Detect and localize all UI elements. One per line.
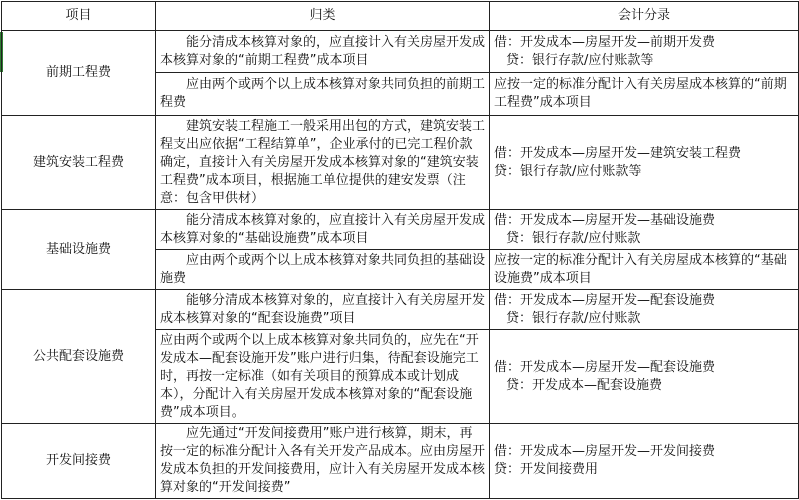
entry-debit: 借：开发成本—房屋开发—配套设施费 bbox=[494, 359, 716, 375]
header-category: 归类 bbox=[156, 2, 490, 31]
entry-credit: 贷：开发间接费用 bbox=[494, 462, 599, 477]
entry-debit: 借：开发成本—房屋开发—建筑安装工程费 bbox=[494, 145, 742, 161]
table-row bbox=[2, 290, 799, 330]
category-cell: 能够分清成本核算对象的，应直接计入有关房屋开发成本核算对象的“配套设施费”项目 bbox=[156, 290, 490, 330]
entry-debit: 借：开发成本—房屋开发—开发间接费 bbox=[494, 444, 716, 459]
entry-debit: 借：开发成本—房屋开发—前期开发费 bbox=[494, 34, 716, 50]
entry-cell: 应按一定的标准分配计入有关房屋成本核算的“前期工程费”成本项目 bbox=[490, 73, 799, 116]
category-cell: 建筑安装工程施工一般采用出包的方式，建筑安装工程支出应依据“工程结算单”，企业承付的已完工程价款确定，直接计入有关房屋开发成本核算对象的“建筑安装工程费”成本项目，根据施工单位提供的建安发票（注意：包含甲供材） bbox=[156, 116, 490, 210]
header-item: 项目 bbox=[2, 2, 156, 31]
header-entry: 会计分录 bbox=[490, 2, 799, 31]
entry-cell bbox=[490, 116, 799, 210]
category-cell: 应先通过“开发间接费用”账户进行核算，期末，再按一定的标准分配计入各有关开发产品成本。应由房屋开发成本负担的开发间接费用，应计入有关房屋开发成本核算对象的“开发间接费” bbox=[156, 424, 490, 499]
accounting-table bbox=[1, 1, 799, 499]
item-cell: 前期工程费 bbox=[2, 31, 156, 116]
item-cell: 基础设施费 bbox=[2, 210, 156, 290]
table-row bbox=[2, 116, 799, 210]
entry-cell bbox=[490, 424, 799, 499]
item-cell: 开发间接费 bbox=[2, 424, 156, 499]
item-cell: 公共配套设施费 bbox=[2, 290, 156, 424]
entry-debit: 借：开发成本—房屋开发—配套设施费 bbox=[494, 292, 716, 308]
category-cell: 应由两个或两个以上成本核算对象共同负担的基础设施费 bbox=[156, 250, 490, 290]
category-cell: 能分清成本核算对象的，应直接计入有关房屋开发成本核算对象的“基础设施费”成本项目 bbox=[156, 210, 490, 250]
item-cell: 建筑安装工程费 bbox=[2, 116, 156, 210]
entry-cell: 应按一定的标准分配计入有关房屋成本核算的“基础设施费”成本项目 bbox=[490, 250, 799, 290]
entry-debit: 借：开发成本—房屋开发—基础设施费 bbox=[494, 212, 716, 228]
category-cell: 能分清成本核算对象的，应直接计入有关房屋开发成本核算对象的“前期工程费”成本项目 bbox=[156, 31, 490, 73]
entry-cell bbox=[490, 210, 799, 250]
entry-credit: 贷：银行存款/应付账款 bbox=[506, 310, 641, 326]
category-cell: 应由两个或两个以上成本核算对象共同负的，应先在“开发成本—配套设施开发”账户进行归集，待配套设施完工时，再按一定标准（如有关项目的预算成本或计划成本），分配计入有关房屋开发成本核算对象的“配套设施费”成本项目。 bbox=[156, 330, 490, 424]
table-row bbox=[2, 424, 799, 499]
entry-credit: 贷：开发成本—配套设施费 bbox=[506, 377, 663, 393]
table-row bbox=[2, 210, 799, 250]
header-row bbox=[2, 2, 799, 31]
entry-credit: 贷：银行存款/应付账款等 bbox=[494, 163, 642, 179]
category-cell: 应由两个或两个以上成本核算对象共同负担的前期工程费 bbox=[156, 73, 490, 116]
table-row bbox=[2, 31, 799, 73]
entry-credit: 贷：银行存款/应付账款 bbox=[506, 230, 641, 246]
entry-cell bbox=[490, 31, 799, 73]
entry-cell bbox=[490, 330, 799, 424]
entry-cell bbox=[490, 290, 799, 330]
entry-credit: 贷：银行存款/应付账款等 bbox=[506, 52, 654, 68]
